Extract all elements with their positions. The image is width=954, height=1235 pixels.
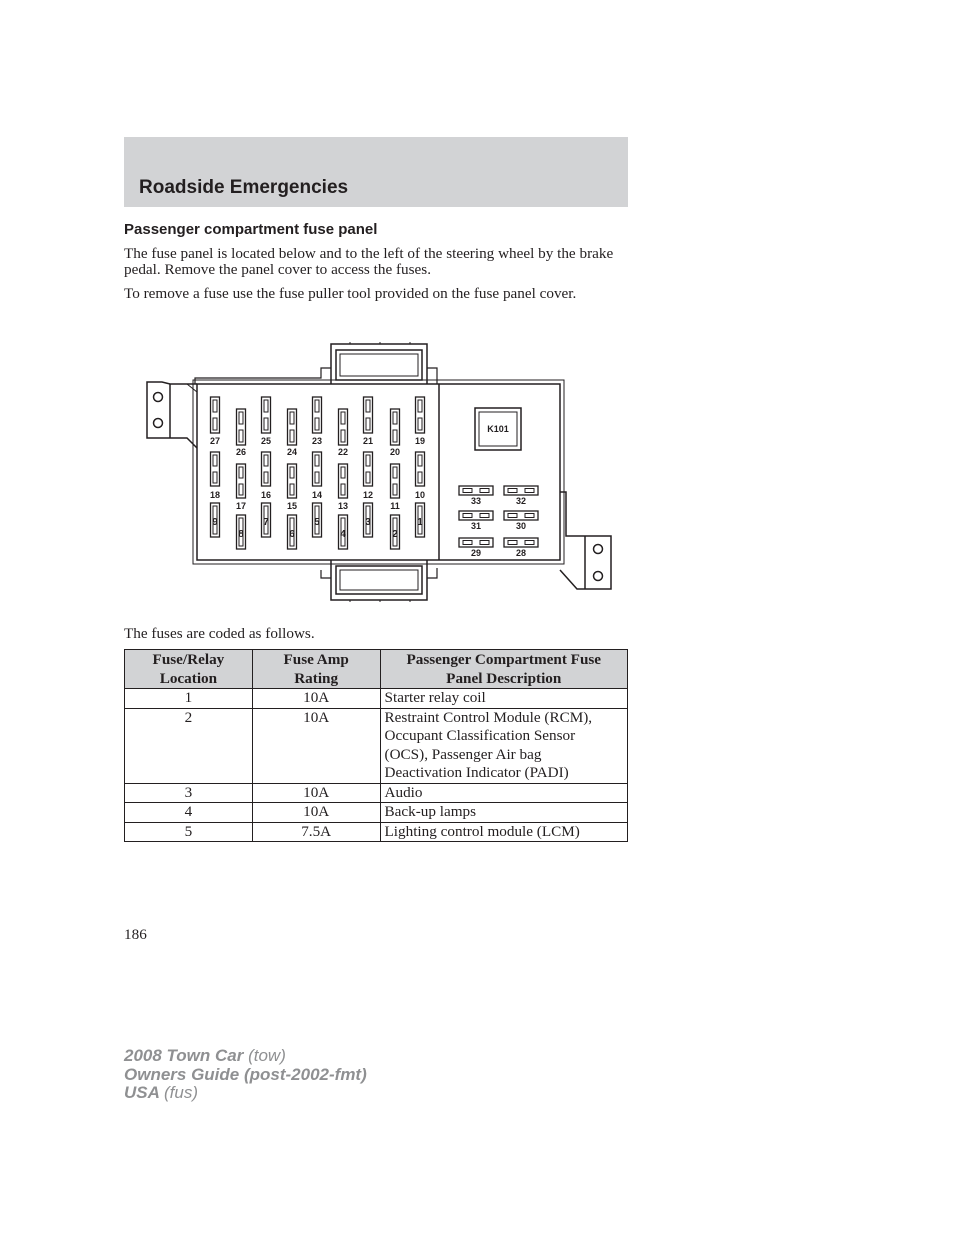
- fuse-location-cell: 5: [125, 822, 253, 842]
- fuse-rating-cell: 10A: [252, 689, 380, 709]
- fuse-33: [459, 486, 493, 495]
- right-bracket: [560, 492, 611, 589]
- table-row: [125, 689, 628, 709]
- subheading: Passenger compartment fuse panel: [124, 221, 378, 238]
- fuse-label-21: 21: [362, 436, 374, 446]
- fuse-13: [339, 464, 348, 498]
- fuse-label-31: 31: [470, 521, 482, 531]
- fuse-label-32: 32: [515, 496, 527, 506]
- fuse-rating-cell: 10A: [252, 783, 380, 803]
- fuse-label-30: 30: [515, 521, 527, 531]
- fuse-description-cell: [380, 783, 627, 803]
- fuse-description-cell: [380, 708, 627, 783]
- fuse-14: [313, 452, 322, 486]
- fuse-label-24: 24: [286, 447, 298, 457]
- fuse-label-12: 12: [362, 490, 374, 500]
- fuse-30: [504, 511, 538, 520]
- fuse-table-body: [125, 689, 628, 842]
- description-line: Restraint Control Module (RCM),: [384, 708, 593, 726]
- location-header-line1: Fuse/Relay: [152, 651, 225, 668]
- fuse-label-28: 28: [515, 548, 527, 558]
- fuse-25: [262, 397, 271, 433]
- table-row: [125, 708, 628, 783]
- fuse-layer: [210, 397, 538, 558]
- fuse-label-3: 3: [365, 517, 371, 528]
- footer-guide: Owners Guide (post-2002-fmt): [124, 1064, 367, 1084]
- description-line: Occupant Classification Sensor: [384, 727, 576, 744]
- fuse-label-22: 22: [337, 447, 349, 457]
- footer-line-3: [124, 1084, 367, 1103]
- fuse-label-1: 1: [417, 517, 423, 528]
- fuse-31: [459, 511, 493, 520]
- fuse-label-33: 33: [470, 496, 482, 506]
- footer-market: USA: [124, 1083, 160, 1102]
- fuse-label-13: 13: [337, 501, 349, 511]
- fuse-label-15: 15: [286, 501, 298, 511]
- table-row: [125, 783, 628, 803]
- coded-paragraph: The fuses are coded as follows.: [124, 625, 315, 642]
- footer-model: 2008 Town Car: [124, 1046, 244, 1065]
- fuse-27: [211, 397, 220, 433]
- fuse-description-cell: [380, 803, 627, 823]
- fuse-label-6: 6: [289, 529, 295, 540]
- fuse-panel-diagram: [140, 340, 620, 610]
- fuse-location-cell: 1: [125, 689, 253, 709]
- document-footer: [124, 1047, 367, 1103]
- fuse-rating-cell: 10A: [252, 803, 380, 823]
- fuse-label-4: 4: [340, 529, 346, 540]
- fuse-description-cell: [380, 689, 627, 709]
- fuse-15: [288, 464, 297, 498]
- rating-header-line1: Fuse Amp: [283, 651, 349, 668]
- fuse-12: [364, 452, 373, 486]
- rating-header-line2: Rating: [294, 669, 339, 687]
- top-connector: [195, 342, 437, 384]
- left-bracket: [147, 382, 197, 448]
- fuse-panel-body: [197, 384, 560, 560]
- description-header-line1: Passenger Compartment Fuse: [406, 651, 602, 668]
- fuse-rating-cell: 7.5A: [252, 822, 380, 842]
- fuse-location-cell: 3: [125, 783, 253, 803]
- fuse-16: [262, 452, 271, 486]
- fuse-label-14: 14: [311, 490, 323, 500]
- description-line: Starter relay coil: [384, 689, 486, 706]
- table-row: [125, 803, 628, 823]
- fuse-table: [124, 649, 628, 842]
- fuse-label-7: 7: [263, 517, 269, 528]
- fuse-location-cell: 2: [125, 708, 253, 783]
- fuse-26: [237, 409, 246, 445]
- section-title: Roadside Emergencies: [139, 177, 349, 198]
- fuse-label-2: 2: [392, 529, 398, 540]
- fuse-29: [459, 538, 493, 547]
- description-line: Audio: [384, 783, 423, 801]
- fuse-label-9: 9: [212, 517, 218, 528]
- fuse-label-23: 23: [311, 436, 323, 446]
- fuse-28: [504, 538, 538, 547]
- page-number: 186: [124, 926, 147, 943]
- fuse-label-19: 19: [414, 436, 426, 446]
- rating-header: [252, 650, 380, 689]
- fuse-label-29: 29: [470, 548, 482, 558]
- fuse-17: [237, 464, 246, 498]
- footer-line-2: [124, 1066, 367, 1085]
- fuse-24: [288, 409, 297, 445]
- description-header: [380, 650, 627, 689]
- relay-label: K101: [487, 424, 509, 434]
- description-header-line2: Panel Description: [446, 669, 562, 687]
- location-header-line2: Location: [159, 669, 218, 687]
- fuse-table-header-row: [125, 650, 628, 689]
- fuse-label-5: 5: [314, 517, 320, 528]
- fuse-label-27: 27: [209, 436, 221, 446]
- description-line: Back-up lamps: [384, 803, 477, 820]
- fuse-32: [504, 486, 538, 495]
- fuse-label-8: 8: [238, 529, 244, 540]
- fuse-19: [416, 397, 425, 433]
- relay-k101: [475, 408, 521, 450]
- fuse-22: [339, 409, 348, 445]
- fuse-label-10: 10: [414, 490, 426, 500]
- description-line: (OCS), Passenger Air bag: [384, 745, 542, 763]
- fuse-label-11: 11: [390, 501, 400, 511]
- fuse-23: [313, 397, 322, 433]
- footer-model-code: (tow): [248, 1046, 286, 1065]
- description-line: Deactivation Indicator (PADI): [384, 764, 569, 781]
- fuse-label-20: 20: [389, 447, 401, 457]
- table-row: [125, 822, 628, 842]
- fuse-label-16: 16: [260, 490, 272, 500]
- removal-paragraph: To remove a fuse use the fuse puller tool provided on the fuse panel cover.: [124, 285, 577, 302]
- fuse-11: [391, 464, 400, 498]
- footer-market-code: (fus): [164, 1083, 198, 1102]
- fuse-label-18: 18: [209, 490, 221, 500]
- fuse-location-cell: 4: [125, 803, 253, 823]
- bottom-connector: [321, 560, 437, 602]
- location-header: [125, 650, 253, 689]
- fuse-label-17: 17: [235, 501, 247, 511]
- fuse-rating-cell: 10A: [252, 708, 380, 783]
- fuse-10: [416, 452, 425, 486]
- fuse-18: [211, 452, 220, 486]
- location-paragraph: The fuse panel is located below and to the left of the steering wheel by the brake pedal. Remove the panel cover to access the fuses.: [124, 245, 614, 278]
- description-line: Lighting control module (LCM): [384, 822, 580, 840]
- fuse-label-25: 25: [260, 436, 272, 446]
- fuse-20: [391, 409, 400, 445]
- fuse-label-26: 26: [235, 447, 247, 457]
- footer-line-1: [124, 1047, 367, 1066]
- fuse-21: [364, 397, 373, 433]
- fuse-description-cell: [380, 822, 627, 842]
